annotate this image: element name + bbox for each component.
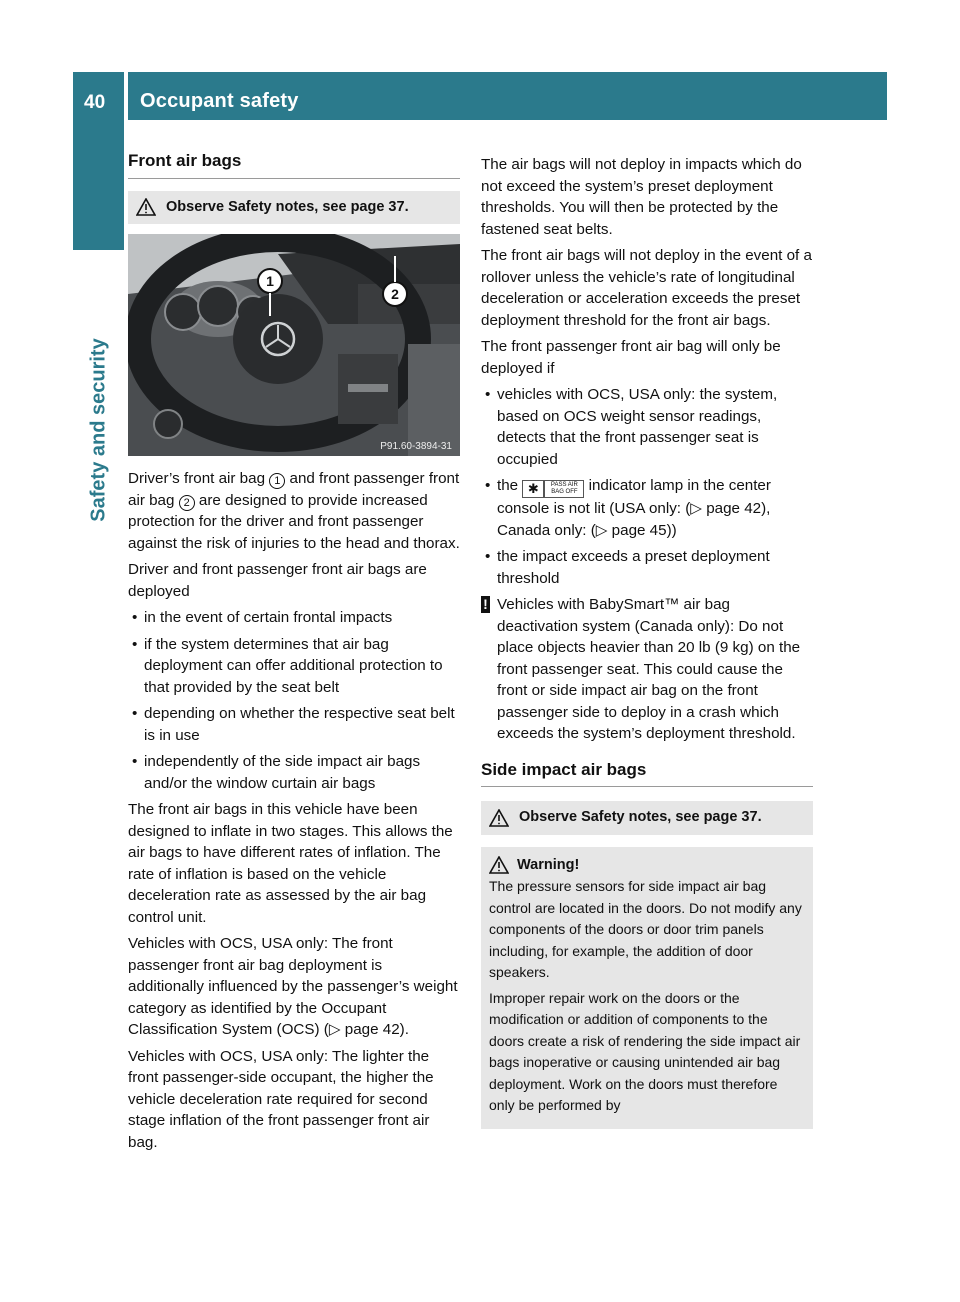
pass-airbag-off-icon: PASS AIR BAG OFF bbox=[544, 480, 584, 498]
list-item: • the ✱ PASS AIR BAG OFF indicator lamp in the center console is not lit (USA only: (▷ page 42), Canada only: (▷ page 45)) bbox=[481, 475, 813, 541]
left-column bbox=[128, 150, 460, 1158]
warning-paragraph: Improper repair work on the doors or the modification or addition of components to the doors create a risk of rendering the side impact air bags inoperative or causing unintended air bag deployment. Work on the doors must therefore only be performed by bbox=[489, 989, 801, 1113]
list-item: • vehicles with OCS, USA only: the system, based on OCS weight sensor readings, detects that the front passenger seat is occupied bbox=[481, 384, 813, 470]
deploy-intro: Driver and front passenger front air bags are deployed bbox=[128, 561, 427, 600]
safety-note-text: Observe Safety notes, see page 37. bbox=[519, 809, 762, 825]
safety-note-text: Observe Safety notes, see page 37. bbox=[166, 198, 409, 215]
header-separator bbox=[124, 72, 128, 120]
warning-panel bbox=[481, 847, 813, 1129]
side-tab bbox=[73, 200, 124, 250]
deploy-threshold-paragraph: The air bags will not deploy in impacts which do not exceed the system’s preset deployment thresholds. You will then be protected by the fastened seat belts. bbox=[481, 156, 802, 238]
list-item: • the impact exceeds a preset deployment threshold bbox=[481, 546, 813, 589]
ocs-paragraph: Vehicles with OCS, USA only: The front passenger front air bag deployment is additionally influenced by the passenger’s weight category as identified by the Occupant Classification System (OCS) (▷ page 42). bbox=[128, 935, 458, 1038]
warning-icon bbox=[489, 809, 509, 827]
warning-title: Warning! bbox=[489, 855, 805, 877]
photo-marker-2: 2 bbox=[391, 286, 399, 302]
safety-note bbox=[128, 191, 460, 225]
section-heading: Front air bags bbox=[128, 150, 460, 179]
seat-airbag-icon: ✱ bbox=[522, 480, 544, 498]
stages-paragraph: The front air bags in this vehicle have been designed to inflate in two stages. This allows the air bags to have different rates of inflation. The rate of inflation is based on the vehicle deceleration rate as assessed by the air bag control unit. bbox=[128, 801, 453, 926]
list-item: • if the system determines that air bag deployment can offer additional protection to that provided by the seat belt bbox=[128, 634, 460, 699]
passenger-paragraph: The front passenger front air bag will only be deployed if bbox=[481, 338, 781, 377]
lighter-paragraph: Vehicles with OCS, USA only: The lighter the front passenger-side occupant, the higher the vehicle deceleration rate required for second stage inflation of the front passenger front air bag. bbox=[128, 1047, 434, 1151]
attention-icon: ! bbox=[481, 596, 490, 613]
photo-label: P91.60-3894-31 bbox=[380, 441, 452, 452]
list-item: • depending on whether the respective seat belt is in use bbox=[128, 703, 460, 746]
warning-icon bbox=[136, 198, 156, 216]
intro-paragraph: Driver’s front air bag 1 and front passenger front air bag 2 are designed to provide increased protection for the driver and front passenger against the risk of injuries to the head and thorax. bbox=[128, 470, 460, 552]
safety-note-2 bbox=[481, 801, 813, 835]
right-column bbox=[481, 154, 813, 1129]
list-item: • independently of the side impact air bags and/or the window curtain air bags bbox=[128, 751, 460, 794]
dashboard-photo bbox=[128, 234, 460, 456]
section-label: Safety and security bbox=[87, 338, 110, 522]
page-number: 40 bbox=[84, 92, 106, 113]
warning-icon bbox=[489, 856, 509, 874]
babysmart-note: ! Vehicles with BabySmart™ air bag deactivation system (Canada only): Do not place objects heavier than 20 lb (9 kg) on the front passenger seat. This could cause the front or side impact air bag on the front passenger side to deploy in a crash which exceeds the system’s deployment threshold. bbox=[481, 594, 813, 745]
side-block bbox=[73, 120, 124, 200]
rollover-paragraph: The front air bags will not deploy in the event of a rollover unless the vehicle’s rate of longitudinal deceleration or acceleration exceeds the preset deployment threshold for the front air bags. bbox=[481, 247, 812, 329]
warning-paragraph: The pressure sensors for side impact air bag control are located in the doors. Do not modify any components of the doors or door trim panels including, for example, the addition of door speakers. bbox=[489, 878, 802, 980]
page-title: Occupant safety bbox=[140, 90, 299, 112]
photo-marker-1: 1 bbox=[266, 273, 274, 289]
list-item: • in the event of certain frontal impacts bbox=[128, 607, 460, 629]
section-heading-2: Side impact air bags bbox=[481, 759, 813, 788]
